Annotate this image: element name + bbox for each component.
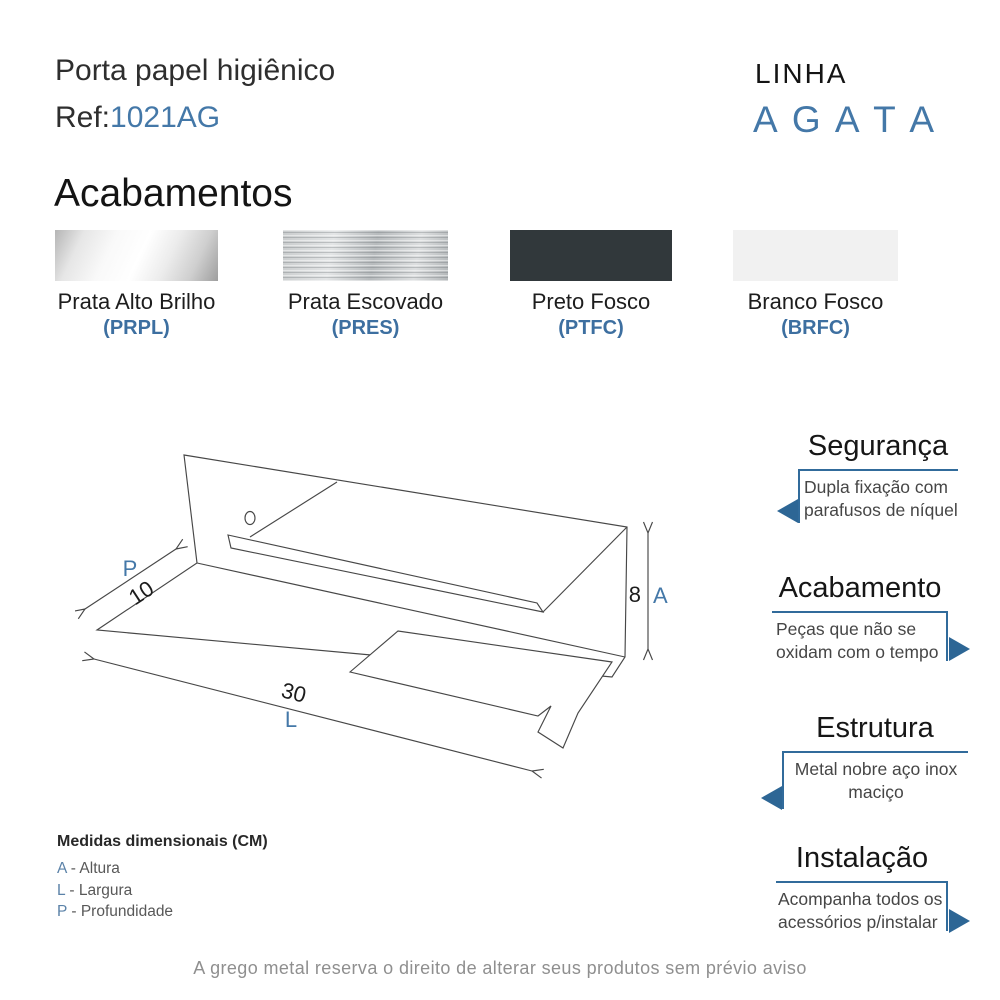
- arrow-right-icon: [949, 637, 970, 661]
- finish-code: (PRES): [331, 317, 400, 339]
- height-value-label: 8: [628, 582, 641, 607]
- feature-connector-line: [782, 751, 784, 809]
- feature-description: Acompanha todos os acessórios p/instalar: [778, 889, 943, 933]
- shelf-front-rail: [228, 535, 543, 612]
- feature-title: Estrutura: [816, 712, 934, 744]
- finish-option: [733, 230, 898, 340]
- finish-swatch-preto-fosco: [510, 230, 672, 281]
- finish-swatch-prata-escovado: [283, 230, 448, 281]
- legend-letter: A: [57, 860, 67, 877]
- feature-description: Metal nobre aço inox maciço: [794, 759, 958, 803]
- dimensions-legend: [57, 833, 268, 923]
- feature-rule: [782, 751, 968, 753]
- feature-description: Peças que não se oxidam com o tempo: [776, 619, 939, 663]
- ref-value: 1021AG: [110, 101, 221, 134]
- finishes-section-title: Acabamentos: [54, 172, 293, 215]
- width-letter-label: L: [284, 707, 298, 732]
- legend-letter: P: [57, 903, 68, 920]
- finish-code: (PTFC): [558, 317, 624, 339]
- feature-title: Instalação: [795, 842, 929, 874]
- finish-swatch-prata-alto-brilho: [55, 230, 218, 281]
- finish-code: (PRPL): [103, 317, 170, 339]
- ref-label: Ref:: [55, 101, 111, 134]
- feature-title: Segurança: [807, 430, 949, 462]
- product-reference: [55, 101, 220, 135]
- finish-name: Branco Fosco: [747, 289, 884, 314]
- legend-letter: L: [57, 881, 66, 899]
- depth-letter-label: P: [122, 556, 138, 581]
- shelf-right-slope: [543, 527, 627, 612]
- product-title: Porta papel higiênico: [55, 54, 336, 87]
- width-value-label: 30: [278, 677, 309, 708]
- screw-hole: [245, 512, 255, 525]
- feature-description: Dupla fixação com parafusos de níquel: [804, 477, 958, 521]
- feature-connector-line: [798, 469, 800, 523]
- finish-name: Prata Escovado: [287, 289, 444, 314]
- shelf-left-fold: [250, 482, 337, 537]
- legend-item-profundidade: [57, 901, 268, 923]
- depth-value-label: 10: [124, 575, 159, 610]
- legend-label: - Profundidade: [71, 903, 174, 920]
- legend-item-altura: [57, 858, 268, 880]
- finish-swatch-branco-fosco: [733, 230, 898, 281]
- feature-title: Acabamento: [778, 572, 942, 604]
- finish-option: [510, 230, 672, 340]
- finish-option: [283, 230, 448, 340]
- paper-holder-arm: [350, 631, 612, 748]
- technical-drawing: [75, 425, 685, 810]
- height-letter-label: A: [653, 583, 668, 608]
- finish-name: Preto Fosco: [531, 289, 651, 314]
- finish-option: [55, 230, 218, 340]
- feature-rule: [776, 881, 948, 883]
- brand-line-name: A G A T A: [753, 99, 938, 140]
- legend-item-largura: [57, 880, 268, 902]
- legend-title: Medidas dimensionais (CM): [57, 833, 268, 850]
- arrow-right-icon: [949, 909, 970, 933]
- legend-label: - Largura: [69, 881, 133, 899]
- finish-code: (BRFC): [781, 317, 850, 339]
- feature-rule: [798, 469, 958, 471]
- disclaimer-text: A grego metal reserva o direito de alterar seus produtos sem prévio aviso: [193, 958, 807, 978]
- finish-name: Prata Alto Brilho: [57, 289, 216, 314]
- feature-rule: [772, 611, 948, 613]
- legend-label: - Altura: [70, 860, 120, 877]
- brand-line-label: LINHA: [755, 58, 848, 89]
- arrow-left-icon: [777, 499, 798, 523]
- arrow-left-icon: [761, 786, 782, 810]
